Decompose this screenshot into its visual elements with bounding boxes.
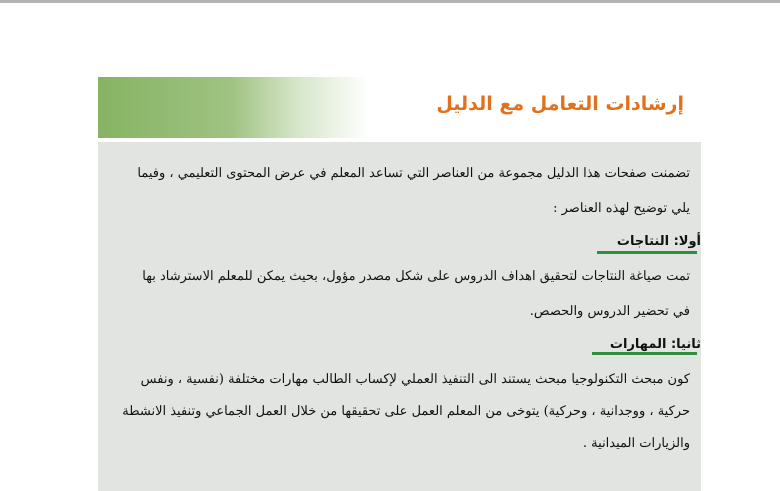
intro-line-2: يلي توضيح لهذه العناصر : <box>553 201 690 216</box>
skills-line-1: كون مبحث التكنولوجيا مبحث يستند الى التنفيذ العملي لإكساب الطالب مهارات مختلفة (نفسية ، ونفس <box>140 372 690 387</box>
section-heading-outcomes: أولا: النتاجات <box>616 234 701 249</box>
skills-line-2: حركية ، ووجدانية ، وحركية) يتوخى من المعلم العمل على تحقيقها من خلال العمل الجماعي وتنفيذ الانشطة <box>122 404 690 419</box>
outcomes-line-2: في تحضير الدروس والحصص. <box>529 304 690 319</box>
section-underline-skills <box>592 352 697 355</box>
page-title: إرشادات التعامل مع الدليل <box>436 93 684 115</box>
section-underline-outcomes <box>597 251 697 254</box>
section-heading-skills: ثانيا: المهارات <box>609 337 701 352</box>
outcomes-line-1: تمت صياغة النتاجات لتحقيق اهداف الدروس على شكل مصدر مؤول، بحيث يمكن للمعلم الاسترشاد بها <box>142 269 690 284</box>
intro-line-1: تضمنت صفحات هذا الدليل مجموعة من العناصر التي تساعد المعلم في عرض المحتوى التعليمي ، وفيما <box>137 166 690 181</box>
top-rule <box>0 0 780 3</box>
skills-line-3: والزيارات الميدانية . <box>582 436 690 451</box>
